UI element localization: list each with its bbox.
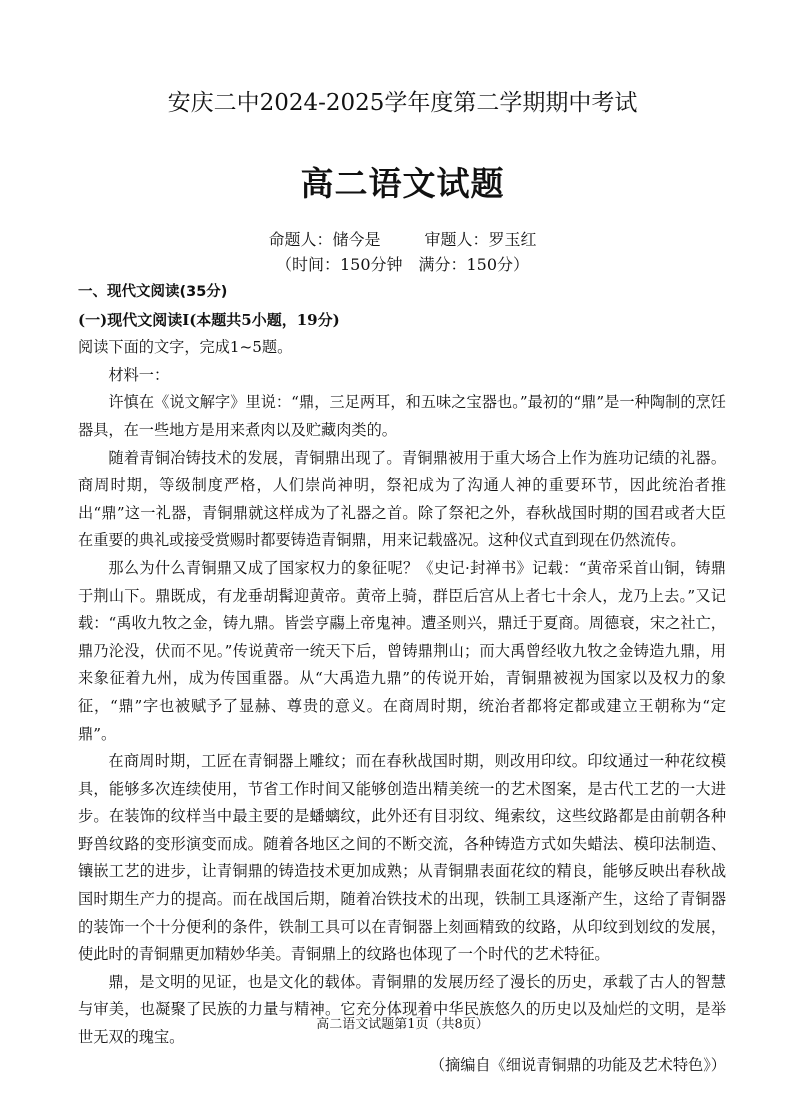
subject-title: 高二语文试题 [300,164,505,203]
paragraph: 在商周时期，工匠在青铜器上雕纹；而在春秋战国时期，则改用印纹。印纹通过一种花纹模具，能够多次连续使用，节省工作时间又能够创造出精美统一的艺术图案，是古代工艺的一大进步。在装饰的纹样当中最主要的是蟠螭纹，此外还有目羽纹、绳索纹，这些纹路都是由前朝各种野兽纹路的变形演变而成。随着各地区之间的不断交流，各种铸造方式如失蜡法、模印法制造、镶嵌工艺的进步，让青铜鼎的铸造技术更加成熟；从青铜鼎表面花纹的精良，能够反映出春秋战国时期生产力的提高。而在战国后期，随着冶铁技术的出现，铁制工具逐渐产生，这给了青铜器的装饰一个十分便利的条件，铁制工具可以在青铜器上刻画精致的纹路，从印纹到划纹的发展，使此时的青铜鼎更加精妙华美。青铜鼎上的纹路也体现了一个时代的艺术特征。 [78,752,726,964]
paragraph: 随着青铜冶铸技术的发展，青铜鼎出现了。青铜鼎被用于重大场合上作为旌功记绩的礼器。商周时期，等级制度严格，人们崇尚神明，祭祀成为了沟通人神的重要环节，因此统治者推出“鼎”这一礼器，青铜鼎就这样成为了礼器之首。除了祭祀之外，春秋战国时期的国君或者大臣在重要的典礼或接受赏赐时都要铸造青铜鼎，用来记载盛况。这种仪式直到现在仍然流传。 [78,448,726,550]
reading-section [78,279,726,1079]
source-citation: （摘编自《细说青铜鼎的功能及艺术特色》） [429,1055,726,1074]
page-footer: 高二语文试题第1页（共8页） [316,1017,489,1032]
paragraph: 鼎，是文明的见证，也是文化的载体。青铜鼎的发展历经了漫长的历史，承载了古人的智慧与审美，也凝聚了民族的力量与精神。它充分体现着中华民族悠久的历史以及灿烂的文明，是举世无双的瑰宝。 [78,972,726,1047]
section-subheading: (一)现代文阅读Ⅰ(本题共5小题，19分) [78,310,340,329]
section-heading: 一、现代文阅读(35分) [78,284,228,300]
reviewer-label: 审题人：罗玉红 [424,230,537,249]
paragraph: 许慎在《说文解字》里说：“鼎，三足两耳，和五味之宝器也。”最初的“鼎”是一种陶制的烹饪器具，在一些地方是用来煮肉以及贮藏肉类的。 [78,393,726,439]
time-score-line: （时间：150分钟 满分：150分） [275,255,530,274]
exam-title: 安庆二中2024-2025学年度第二学期期中考试 [167,90,638,116]
instruction-text: 阅读下面的文字，完成1~5题。 [78,338,293,357]
paragraph: 那么为什么青铜鼎又成了国家权力的象征呢？《史记·封禅书》记载：“黄帝采首山铜，铸鼎于荆山下。鼎既成，有龙垂胡髯迎黄帝。黄帝上骑，群臣后宫从上者七十余人，龙乃上去。”又记载：“禹收九牧之金，铸九鼎。皆尝亨鬺上帝鬼神。遭圣则兴，鼎迁于夏商。周德衰，宋之社亡，鼎乃沦没，伏而不见。”传说黄帝一统天下后，曾铸鼎荆山；而大禹曾经收九牧之金铸造九鼎，用来象征着九州，成为传国重器。从“大禹造九鼎”的传说开始，青铜鼎被视为国家以及权力的象征，“鼎”字也被赋予了显赫、尊贵的意义。在商周时期，统治者都将定都或建立王朝称为“定鼎”。 [78,558,726,743]
material-label: 材料一： [108,365,170,384]
author-line [0,227,805,250]
setter-label: 命题人：储今是 [268,230,381,249]
